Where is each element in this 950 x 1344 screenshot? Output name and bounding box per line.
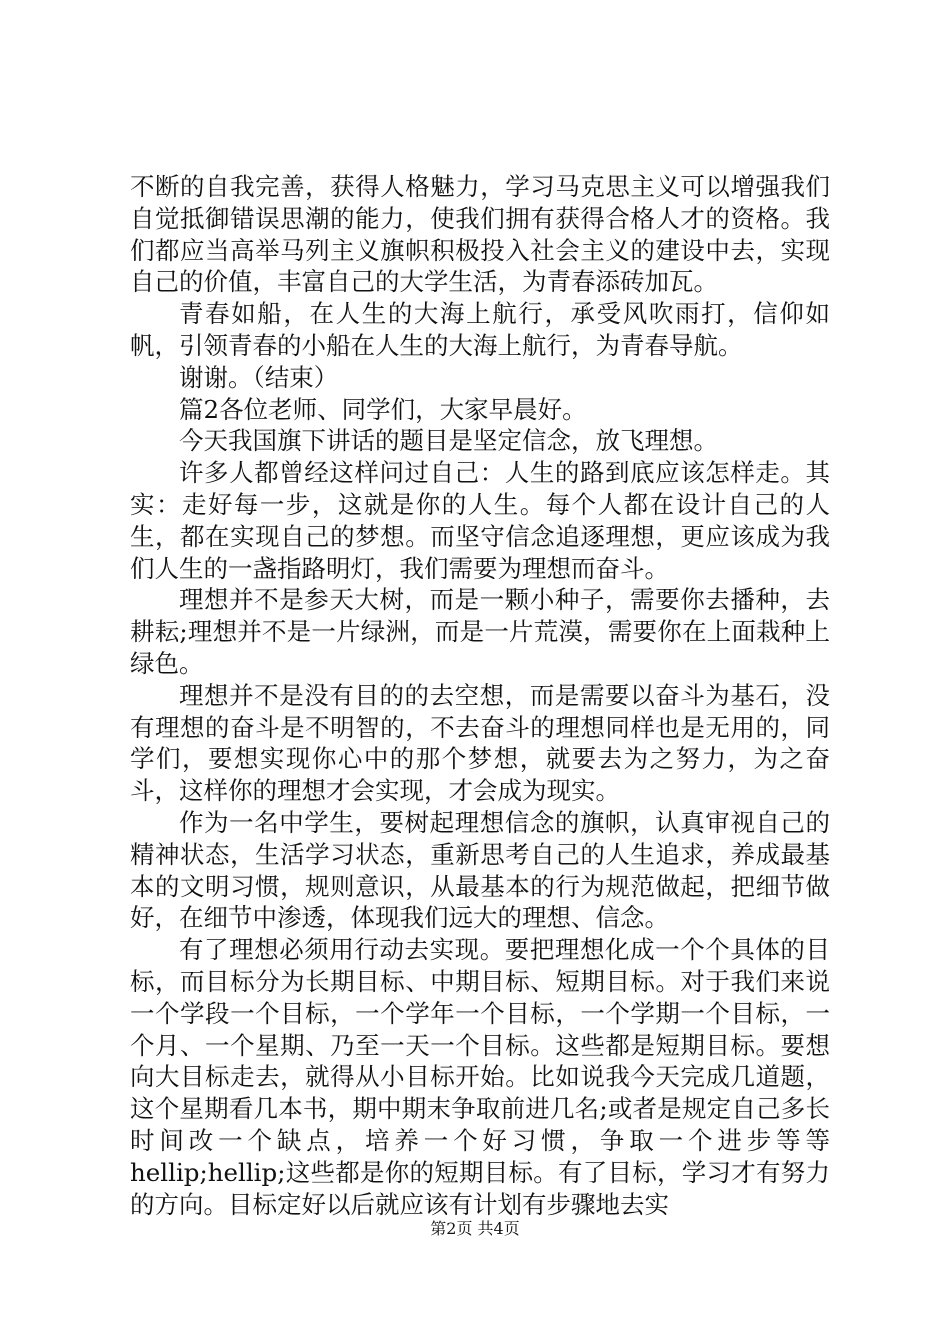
- paragraph: 理想并不是没有目的的去空想，而是需要以奋斗为基石，没有理想的奋斗是不明智的，不去奋斗的理想同样也是无用的，同学们，要想实现你心中的那个梦想，就要去为之努力，为之奋斗，这样你的理想才会实现，才会成为现实。: [130, 680, 830, 806]
- paragraph: 有了理想必须用行动去实现。要把理想化成一个个具体的目标，而目标分为长期目标、中期目标、短期目标。对于我们来说一个学段一个目标，一个学年一个目标，一个学期一个目标，一个月、一个星期、乃至一天一个目标。这些都是短期目标。要想向大目标走去，就得从小目标开始。比如说我今天完成几道题，这个星期看几本书，期中期末争取前进几名;或者是规定自己多长时间改一个缺点，培养一个好习惯，争取一个进步等等hellip;hellip;这些都是你的短期目标。有了目标，学习才有努力的方向。目标定好以后就应该有计划有步骤地去实: [130, 935, 830, 1219]
- page-number-footer: 第2页 共4页: [430, 1219, 520, 1238]
- body-text: [130, 171, 830, 1220]
- paragraph: 谢谢。（结束）: [179, 362, 339, 392]
- paragraph: 许多人都曾经这样问过自己：人生的路到底应该怎样走。其实：走好每一步，这就是你的人生。每个人都在设计自己的人生，都在实现自己的梦想。而坚守信念追逐理想，更应该成为我们人生的一盏指路明灯，我们需要为理想而奋斗。: [130, 458, 830, 583]
- paragraph: 今天我国旗下讲话的题目是坚定信念，放飞理想。: [179, 426, 718, 456]
- paragraph: 理想并不是参天大树，而是一颗小种子，需要你去播种，去耕耘;理想并不是一片绿洲，而是一片荒漠，需要你在上面栽种上绿色。: [130, 585, 830, 678]
- paragraph: 不断的自我完善，获得人格魅力，学习马克思主义可以增强我们自觉抵御错误思潮的能力，使我们拥有获得合格人才的资格。我们都应当高举马列主义旗帜积极投入社会主义的建设中去，实现自己的价值，丰富自己的大学生活，为青春添砖加瓦。: [130, 172, 830, 297]
- paragraph: 作为一名中学生，要树起理想信念的旗帜，认真审视自己的精神状态，生活学习状态，重新思考自己的人生追求，养成最基本的文明习惯，规则意识，从最基本的行为规范做起，把细节做好，在细节中渗透，体现我们远大的理想、信念。: [130, 807, 830, 933]
- paragraph: 篇2各位老师、同学们，大家早晨好。: [179, 394, 587, 424]
- paragraph: 青春如船，在人生的大海上航行，承受风吹雨打，信仰如帆，引领青春的小船在人生的大海上航行，为青春导航。: [130, 299, 830, 360]
